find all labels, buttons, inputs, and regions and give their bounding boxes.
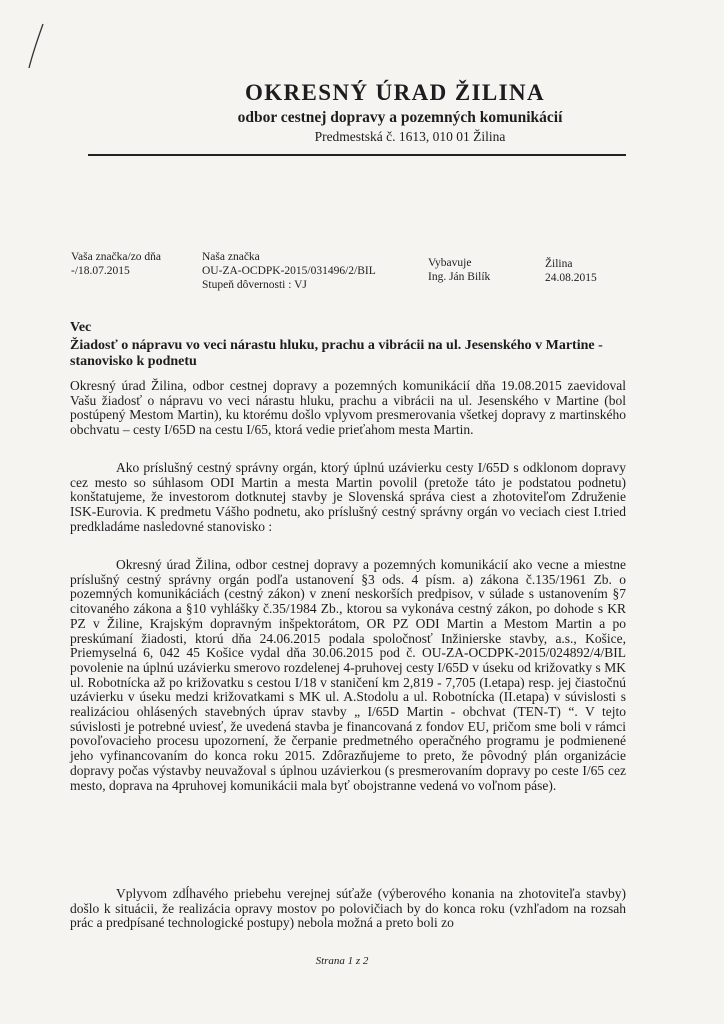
- our-reference: [202, 250, 376, 292]
- place: Žilina: [545, 258, 573, 270]
- page-number: Strana 1 z 2: [315, 955, 369, 967]
- body-paragraph-4: Vplyvom zdĺhavého priebehu verejnej súťaže (výberového konania na zhotoviteľa stavby) došlo k situácii, že realizácia opravy mostov po polovičiach by do konca roku (vzhľadom na rozsah prác a predpísané technologické postupy) nebola možná a preto boli zo: [70, 886, 626, 931]
- department-name: odbor cestnej dopravy a pozemných komunikácií: [237, 109, 563, 126]
- place-date: [545, 257, 597, 285]
- body-paragraph-1: Okresný úrad Žilina, odbor cestnej dopravy a pozemných komunikácií dňa 19.08.2015 zaevidoval Vašu žiadosť o nápravu vo veci nárastu hluku, prachu a vibrácii na ul. Jesenského v Martine (bol postúpený Mestom Martin), ku ktorému došlo vplyvom presmerovania všetkej dopravy z martinského obchvatu – cesty I/65D na cestu I/65, ktorá vedie prieťahom mesta Martin.: [70, 378, 626, 438]
- our-reference-value: OU-ZA-OCDPK-2015/031496/2/BIL: [202, 265, 376, 277]
- confidentiality-level: Stupeň dôvernosti : VJ: [202, 279, 307, 291]
- subject-text: Žiadosť o nápravu vo veci nárastu hluku, prachu a vibrácii na ul. Jesenského v Martine - stanovisko k podnetu: [70, 338, 603, 369]
- letterhead-divider: [88, 154, 626, 156]
- pen-mark-icon: [26, 22, 46, 70]
- date: 24.08.2015: [545, 272, 597, 284]
- handled-by-value: Ing. Ján Bilík: [428, 271, 491, 283]
- your-reference: [71, 250, 161, 278]
- body-paragraph-3: Okresný úrad Žilina, odbor cestnej dopravy a pozemných komunikácií ako vecne a miestne príslušný cestný správny orgán podľa ustanovení §3 ods. 4 písm. a) zákona č.135/1961 Zb. o pozemných komunikáciách (cestný zákon) v znení neskorších predpisov, v súlade s ustanovením §7 citovaného zákona a §10 vyhlášky č.35/1984 Zb., ktorou sa vykonáva cestný zákon, po dohode s KR PZ v Žiline, Krajským dopravným inšpektorátom, OR PZ ODI Martin a Mestom Martin a po preskúmaní žiadosti, ktorú dňa 24.06.2015 podala spoločnosť Inžinierske stavby, a.s., Košice, Priemyselná 6, 042 45 Košice vydal dňa 30.06.2015 pod č. OU-ZA-OCDPK-2015/024892/4/BIL povolenie na úplnú uzávierku smerovo rozdelenej 4-pruhovej cesty I/65D v úseku od križovatky s MK ul. Robotnícka až po križovatku s cestou I/18 v staničení km 2,819 - 7,705 (I.etapa) resp. jej čiastočnú uzávierku v úseku medzi križovatkami s MK ul. A.Stodolu a ul. Robotnícka (II.etapa) v súvislosti s realizáciou ohlásených stavebných úprav stavby „ I/65D Martin - obchvat (TEN-T) “. V tejto súvislosti je potrebné uviesť, že uvedená stavba je financovaná z fondov EU, pričom sme boli v rámci povoľovacieho procesu upozornení, že čerpanie predmetného operačného programu je podmienené jeho vyfinancovaním do konca roku 2015. Zdôrazňujeme to preto, že pôvodný plán organizácie dopravy počas výstavby neuvažoval s úplnou uzávierkou (s presmerovaním dopravy po ceste I/65 cez mesto, doprava na 4pruhovej komunikácii mala byť obojstranne vedená vo voľnom páse).: [70, 557, 626, 793]
- handled-by: [428, 256, 490, 284]
- subject-label: Vec: [70, 320, 92, 335]
- our-reference-label: Naša značka: [202, 251, 260, 263]
- letterhead: [120, 80, 640, 145]
- body-paragraph-2: Ako príslušný cestný správny orgán, ktorý úplnú uzávierku cesty I/65D s odklonom dopravy cez mesto so súhlasom ODI Martin a mesta Martin povolil (pretože táto je podstatou podnetu) konštatujeme, že investorom dotknutej stavby je Slovenská správa ciest a zhotoviteľom Združenie ISK-Eurovia. K predmetu Vášho podnetu, ako príslušný cestný správny orgán vo veciach ciest I.tried predkladáme nasledovné stanovisko :: [70, 460, 626, 534]
- office-address: Predmestská č. 1613, 010 01 Žilina: [314, 129, 506, 144]
- your-reference-label: Vaša značka/zo dňa: [71, 251, 162, 263]
- office-title: OKRESNÝ ÚRAD ŽILINA: [244, 80, 546, 105]
- handled-by-label: Vybavuje: [428, 257, 472, 269]
- your-reference-value: -/18.07.2015: [71, 265, 130, 277]
- subject-block: [70, 320, 660, 370]
